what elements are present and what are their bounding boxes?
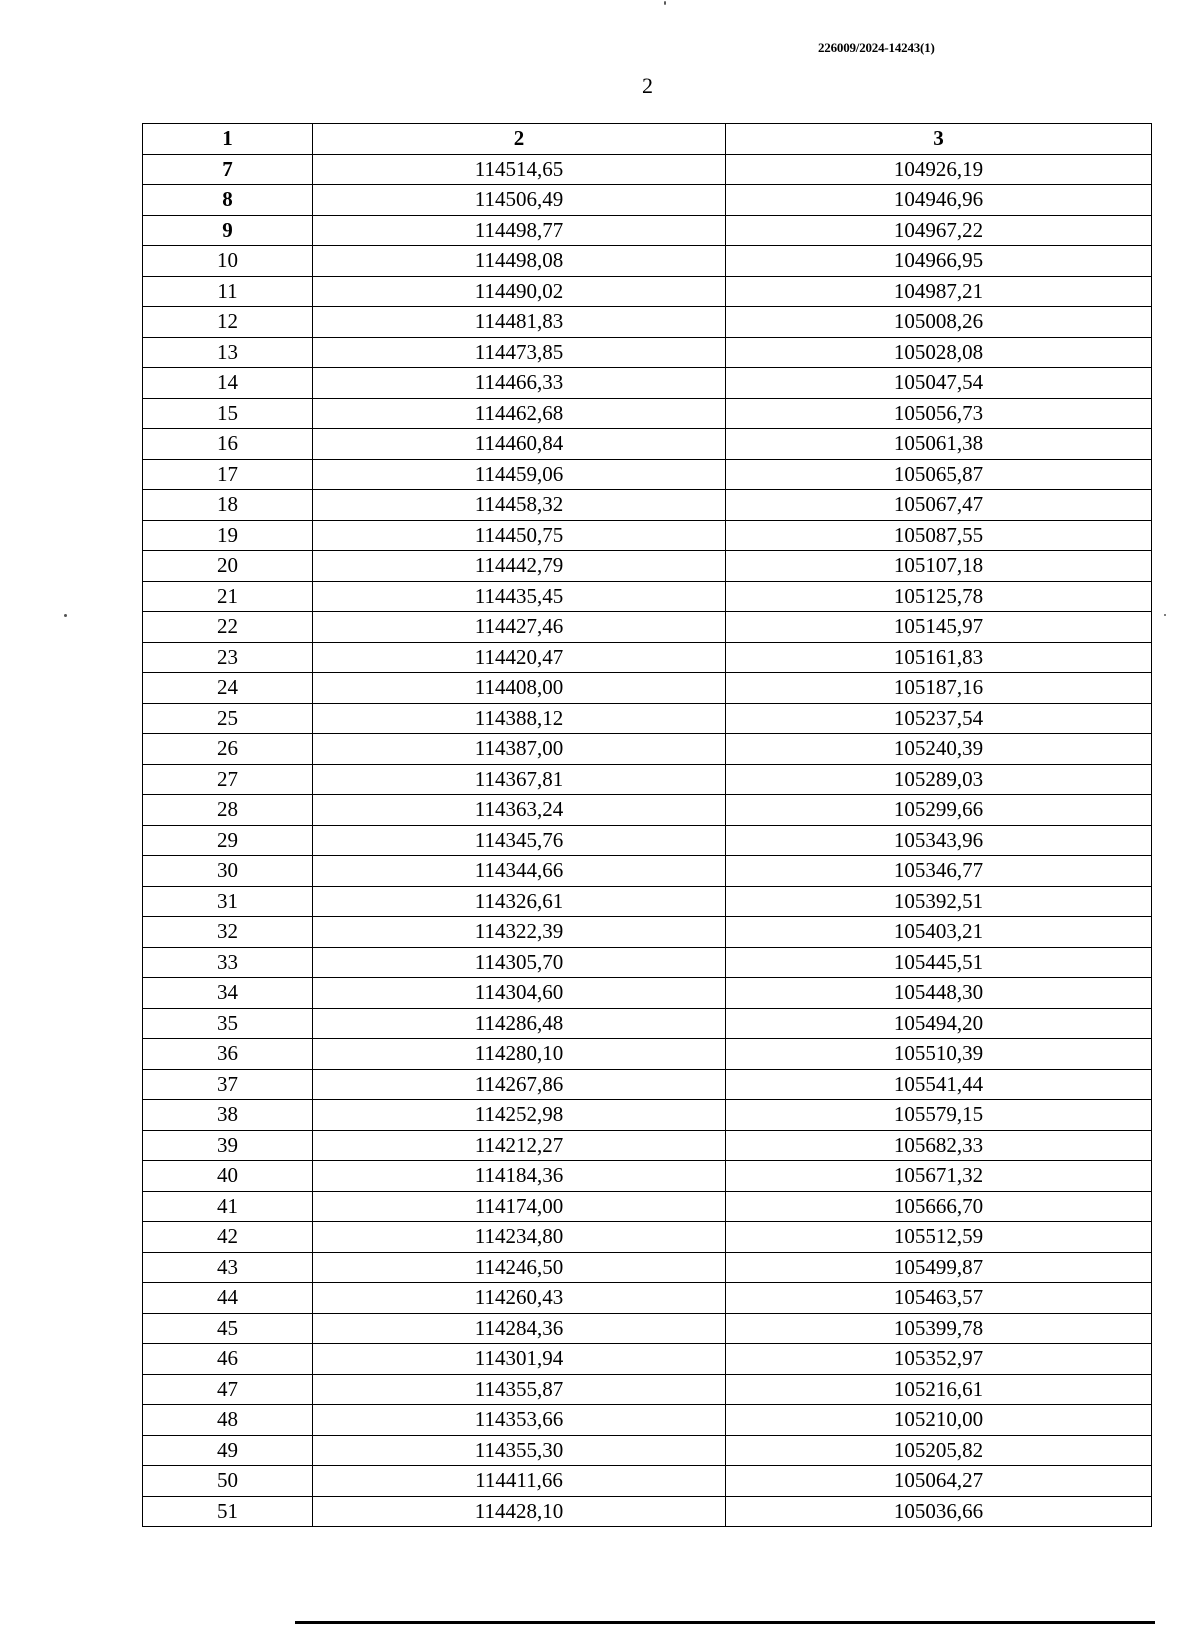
header-cell-point-number: 1 <box>143 124 313 155</box>
cell-point-number: 13 <box>143 337 313 368</box>
table-row <box>143 1222 1152 1253</box>
cell-x-coordinate: 114322,39 <box>313 917 726 948</box>
cell-y-coordinate: 105579,15 <box>726 1100 1152 1131</box>
cell-x-coordinate: 114355,30 <box>313 1435 726 1466</box>
cell-x-coordinate: 114284,36 <box>313 1313 726 1344</box>
table-row <box>143 1100 1152 1131</box>
cell-point-number: 35 <box>143 1008 313 1039</box>
cell-x-coordinate: 114326,61 <box>313 886 726 917</box>
table-row <box>143 947 1152 978</box>
coordinates-table <box>142 123 1152 1527</box>
cell-point-number: 40 <box>143 1161 313 1192</box>
cell-y-coordinate: 105125,78 <box>726 581 1152 612</box>
cell-y-coordinate: 105541,44 <box>726 1069 1152 1100</box>
cell-x-coordinate: 114344,66 <box>313 856 726 887</box>
scan-speck <box>64 614 67 617</box>
cell-x-coordinate: 114506,49 <box>313 185 726 216</box>
cell-point-number: 47 <box>143 1374 313 1405</box>
table-row <box>143 520 1152 551</box>
cell-y-coordinate: 105065,87 <box>726 459 1152 490</box>
cell-y-coordinate: 105067,47 <box>726 490 1152 521</box>
cell-y-coordinate: 105671,32 <box>726 1161 1152 1192</box>
table-row <box>143 856 1152 887</box>
cell-x-coordinate: 114420,47 <box>313 642 726 673</box>
cell-y-coordinate: 105666,70 <box>726 1191 1152 1222</box>
cell-x-coordinate: 114435,45 <box>313 581 726 612</box>
cell-point-number: 33 <box>143 947 313 978</box>
cell-y-coordinate: 105061,38 <box>726 429 1152 460</box>
cell-y-coordinate: 105047,54 <box>726 368 1152 399</box>
cell-point-number: 24 <box>143 673 313 704</box>
cell-x-coordinate: 114286,48 <box>313 1008 726 1039</box>
cell-x-coordinate: 114459,06 <box>313 459 726 490</box>
cell-point-number: 16 <box>143 429 313 460</box>
document-number: 226009/2024-14243(1) <box>818 40 935 55</box>
cell-x-coordinate: 114280,10 <box>313 1039 726 1070</box>
cell-y-coordinate: 105445,51 <box>726 947 1152 978</box>
cell-y-coordinate: 105145,97 <box>726 612 1152 643</box>
table-row <box>143 185 1152 216</box>
cell-x-coordinate: 114355,87 <box>313 1374 726 1405</box>
cell-point-number: 15 <box>143 398 313 429</box>
table-row <box>143 1344 1152 1375</box>
cell-x-coordinate: 114490,02 <box>313 276 726 307</box>
cell-point-number: 12 <box>143 307 313 338</box>
cell-x-coordinate: 114428,10 <box>313 1496 726 1527</box>
cell-x-coordinate: 114442,79 <box>313 551 726 582</box>
table-row <box>143 154 1152 185</box>
cell-y-coordinate: 104967,22 <box>726 215 1152 246</box>
cell-x-coordinate: 114260,43 <box>313 1283 726 1314</box>
cell-x-coordinate: 114450,75 <box>313 520 726 551</box>
cell-point-number: 34 <box>143 978 313 1009</box>
table-row <box>143 1283 1152 1314</box>
table-row <box>143 703 1152 734</box>
table-row <box>143 276 1152 307</box>
cell-x-coordinate: 114267,86 <box>313 1069 726 1100</box>
cell-y-coordinate: 105682,33 <box>726 1130 1152 1161</box>
table-row <box>143 734 1152 765</box>
cell-point-number: 14 <box>143 368 313 399</box>
cell-point-number: 28 <box>143 795 313 826</box>
table-row <box>143 429 1152 460</box>
cell-x-coordinate: 114252,98 <box>313 1100 726 1131</box>
cell-x-coordinate: 114473,85 <box>313 337 726 368</box>
table-row <box>143 368 1152 399</box>
cell-point-number: 46 <box>143 1344 313 1375</box>
cell-y-coordinate: 105205,82 <box>726 1435 1152 1466</box>
cell-point-number: 31 <box>143 886 313 917</box>
cell-x-coordinate: 114363,24 <box>313 795 726 826</box>
cell-y-coordinate: 105107,18 <box>726 551 1152 582</box>
cell-y-coordinate: 105087,55 <box>726 520 1152 551</box>
table-row <box>143 307 1152 338</box>
cell-point-number: 45 <box>143 1313 313 1344</box>
table-row <box>143 1039 1152 1070</box>
cell-y-coordinate: 105064,27 <box>726 1466 1152 1497</box>
cell-point-number: 48 <box>143 1405 313 1436</box>
cell-x-coordinate: 114498,08 <box>313 246 726 277</box>
cell-y-coordinate: 105299,66 <box>726 795 1152 826</box>
header-cell-y: 3 <box>726 124 1152 155</box>
cell-x-coordinate: 114353,66 <box>313 1405 726 1436</box>
cell-point-number: 25 <box>143 703 313 734</box>
cell-point-number: 27 <box>143 764 313 795</box>
cell-point-number: 21 <box>143 581 313 612</box>
cell-x-coordinate: 114246,50 <box>313 1252 726 1283</box>
cell-y-coordinate: 105216,61 <box>726 1374 1152 1405</box>
table-body <box>143 154 1152 1527</box>
header-cell-x: 2 <box>313 124 726 155</box>
cell-point-number: 32 <box>143 917 313 948</box>
cell-y-coordinate: 105494,20 <box>726 1008 1152 1039</box>
cell-y-coordinate: 105187,16 <box>726 673 1152 704</box>
cell-point-number: 37 <box>143 1069 313 1100</box>
cell-x-coordinate: 114498,77 <box>313 215 726 246</box>
cell-x-coordinate: 114427,46 <box>313 612 726 643</box>
cell-x-coordinate: 114174,00 <box>313 1191 726 1222</box>
cell-x-coordinate: 114212,27 <box>313 1130 726 1161</box>
cell-point-number: 19 <box>143 520 313 551</box>
cell-x-coordinate: 114481,83 <box>313 307 726 338</box>
cell-x-coordinate: 114184,36 <box>313 1161 726 1192</box>
table-row <box>143 1374 1152 1405</box>
table-row <box>143 1008 1152 1039</box>
cell-x-coordinate: 114514,65 <box>313 154 726 185</box>
cell-x-coordinate: 114387,00 <box>313 734 726 765</box>
cell-point-number: 30 <box>143 856 313 887</box>
cell-point-number: 43 <box>143 1252 313 1283</box>
cell-x-coordinate: 114458,32 <box>313 490 726 521</box>
cell-point-number: 17 <box>143 459 313 490</box>
table-row <box>143 246 1152 277</box>
cell-y-coordinate: 105392,51 <box>726 886 1152 917</box>
table-row <box>143 215 1152 246</box>
table-row <box>143 551 1152 582</box>
cell-point-number: 10 <box>143 246 313 277</box>
table-row <box>143 398 1152 429</box>
table-row <box>143 1191 1152 1222</box>
table-row <box>143 1069 1152 1100</box>
cell-y-coordinate: 105036,66 <box>726 1496 1152 1527</box>
table-row <box>143 1405 1152 1436</box>
table-row <box>143 1466 1152 1497</box>
cell-x-coordinate: 114305,70 <box>313 947 726 978</box>
cell-point-number: 49 <box>143 1435 313 1466</box>
table-header-row <box>143 124 1152 155</box>
cell-y-coordinate: 105289,03 <box>726 764 1152 795</box>
table-row <box>143 1130 1152 1161</box>
table-row <box>143 612 1152 643</box>
page-number: 2 <box>642 73 653 98</box>
table-row <box>143 825 1152 856</box>
table-row <box>143 1252 1152 1283</box>
cell-y-coordinate: 105403,21 <box>726 917 1152 948</box>
cell-y-coordinate: 105237,54 <box>726 703 1152 734</box>
cell-point-number: 36 <box>143 1039 313 1070</box>
cell-y-coordinate: 105028,08 <box>726 337 1152 368</box>
cell-y-coordinate: 105512,59 <box>726 1222 1152 1253</box>
cell-x-coordinate: 114460,84 <box>313 429 726 460</box>
cell-y-coordinate: 105240,39 <box>726 734 1152 765</box>
cell-y-coordinate: 105352,97 <box>726 1344 1152 1375</box>
cell-y-coordinate: 105399,78 <box>726 1313 1152 1344</box>
scan-speck <box>1164 614 1166 616</box>
cell-point-number: 50 <box>143 1466 313 1497</box>
cell-point-number: 18 <box>143 490 313 521</box>
cell-point-number: 11 <box>143 276 313 307</box>
table-row <box>143 917 1152 948</box>
cell-point-number: 44 <box>143 1283 313 1314</box>
cell-x-coordinate: 114408,00 <box>313 673 726 704</box>
cell-y-coordinate: 104987,21 <box>726 276 1152 307</box>
cell-y-coordinate: 105463,57 <box>726 1283 1152 1314</box>
cell-point-number: 38 <box>143 1100 313 1131</box>
cell-point-number: 20 <box>143 551 313 582</box>
cell-y-coordinate: 105210,00 <box>726 1405 1152 1436</box>
cell-point-number: 26 <box>143 734 313 765</box>
table-row <box>143 337 1152 368</box>
scan-speck <box>664 1 666 5</box>
cell-point-number: 22 <box>143 612 313 643</box>
cell-point-number: 51 <box>143 1496 313 1527</box>
cell-point-number: 7 <box>143 154 313 185</box>
cell-y-coordinate: 105161,83 <box>726 642 1152 673</box>
table-row <box>143 795 1152 826</box>
cell-y-coordinate: 104926,19 <box>726 154 1152 185</box>
cell-x-coordinate: 114411,66 <box>313 1466 726 1497</box>
table-row <box>143 978 1152 1009</box>
cell-point-number: 42 <box>143 1222 313 1253</box>
cell-y-coordinate: 104966,95 <box>726 246 1152 277</box>
cell-y-coordinate: 105343,96 <box>726 825 1152 856</box>
table-row <box>143 886 1152 917</box>
cell-point-number: 41 <box>143 1191 313 1222</box>
cell-y-coordinate: 105056,73 <box>726 398 1152 429</box>
cell-x-coordinate: 114301,94 <box>313 1344 726 1375</box>
cell-x-coordinate: 114234,80 <box>313 1222 726 1253</box>
table-row <box>143 642 1152 673</box>
cell-x-coordinate: 114345,76 <box>313 825 726 856</box>
cell-y-coordinate: 105510,39 <box>726 1039 1152 1070</box>
cell-x-coordinate: 114388,12 <box>313 703 726 734</box>
cell-y-coordinate: 105448,30 <box>726 978 1152 1009</box>
table-row <box>143 581 1152 612</box>
cell-point-number: 8 <box>143 185 313 216</box>
table-row <box>143 1161 1152 1192</box>
table-row <box>143 1435 1152 1466</box>
cell-x-coordinate: 114304,60 <box>313 978 726 1009</box>
cell-y-coordinate: 105499,87 <box>726 1252 1152 1283</box>
table-row <box>143 673 1152 704</box>
cell-y-coordinate: 104946,96 <box>726 185 1152 216</box>
table-row <box>143 764 1152 795</box>
table-row <box>143 459 1152 490</box>
cell-point-number: 39 <box>143 1130 313 1161</box>
cell-x-coordinate: 114367,81 <box>313 764 726 795</box>
cell-point-number: 23 <box>143 642 313 673</box>
cell-point-number: 9 <box>143 215 313 246</box>
table-row <box>143 490 1152 521</box>
bottom-rule <box>295 1621 1155 1624</box>
cell-x-coordinate: 114466,33 <box>313 368 726 399</box>
table-row <box>143 1313 1152 1344</box>
table-row <box>143 1496 1152 1527</box>
cell-y-coordinate: 105008,26 <box>726 307 1152 338</box>
cell-y-coordinate: 105346,77 <box>726 856 1152 887</box>
cell-x-coordinate: 114462,68 <box>313 398 726 429</box>
cell-point-number: 29 <box>143 825 313 856</box>
